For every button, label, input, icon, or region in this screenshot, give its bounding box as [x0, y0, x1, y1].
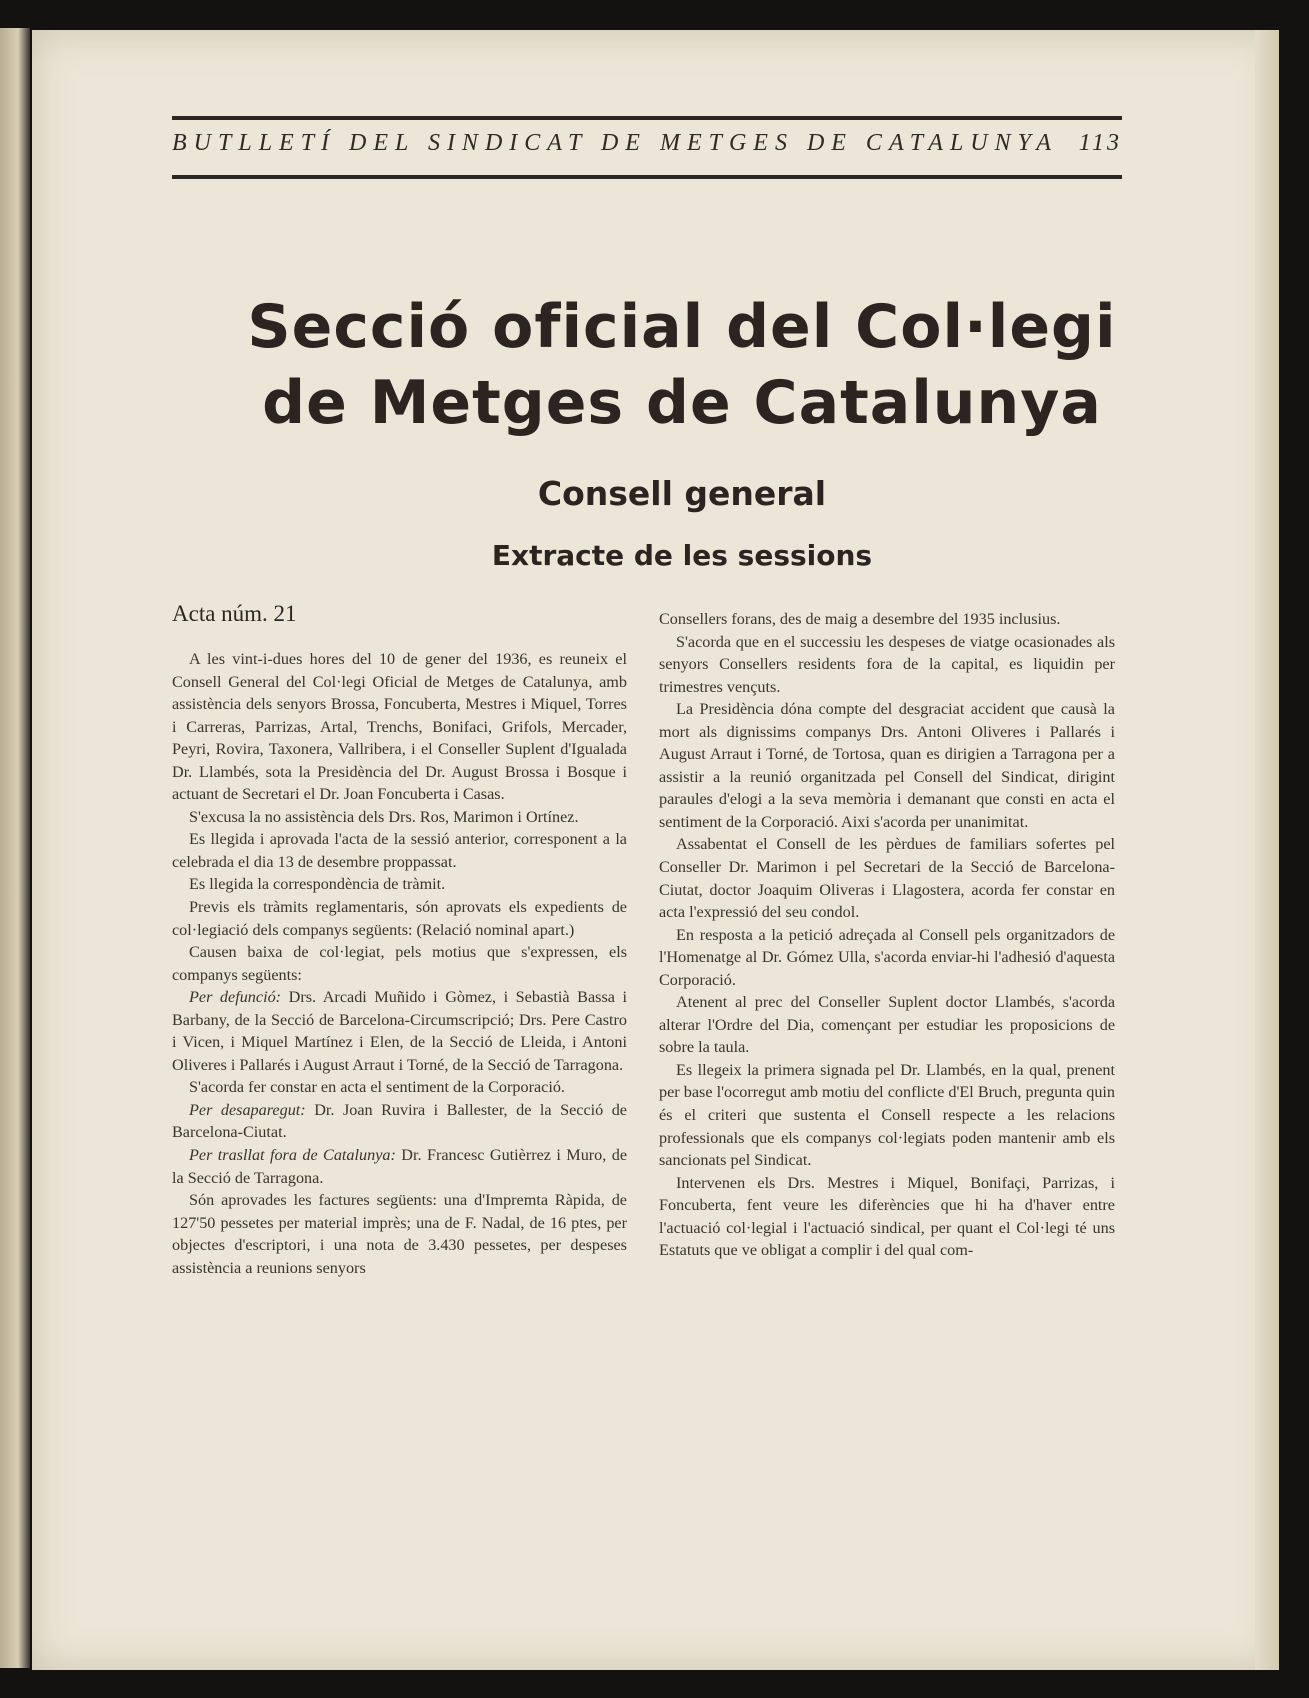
defuncio-label: Per defunció: [189, 988, 282, 1007]
paragraph: Assabentat el Consell de les pèrdues de familiars sofertes pel Conseller Dr. Marimon i pel Secretari de la Secció de Barcelona-Ciutat, doctor Joaquim Oliveras i Llagostera, acorda fer constar en acta l'expressió del seu condol. [659, 835, 1115, 922]
defuncio-text: Drs. Arcadi Muñido i Gòmez, i Sebastià Bassa i Barbany, de la Secció de Barcelona-Circumscripció; Drs. Pere Castro i Vicen, i Miquel Martínez i Elen, de la Secció de Lleida, i Antoni Oliveres i Pallarés i August Arraut i Torné, de la Secció de Tarragona. [172, 988, 627, 1074]
paragraph: Es llegeix la primera signada pel Dr. Llambés, en la qual, prenent per base l'ocorregut amb motiu del conflicte d'El Bruch, pregunta quin és el criteri que sustenta el Consell respecte a les relacions professionals que els companys col·legiats poden mantenir amb els sancionats pel Sindicat. [659, 1060, 1115, 1170]
paragraph: Previs els tràmits reglamentaris, són aprovats els expedients de col·legiació dels companys següents: (Relació nominal apart.) [172, 898, 627, 939]
paragraph: Són aprovades les factures següents: una d'Impremta Ràpida, de 127'50 pessetes per material imprès; una de F. Nadal, de 16 ptes, per objectes d'escriptori, i una nota de 3.430 pessetes, per despeses assistència a reunions senyors [172, 1191, 627, 1277]
running-header [172, 130, 1122, 157]
page-right-edge [1255, 30, 1279, 1670]
desaparegut-label: Per desaparegut: [189, 1100, 306, 1119]
paragraph: Es llegida i aprovada l'acta de la sessió anterior, corresponent a la celebrada el dia 13 de desembre proppassat. [172, 830, 627, 871]
left-column [172, 600, 627, 1279]
paragraph: Es llegida la correspondència de tràmit. [189, 875, 446, 894]
paragraph-defuncio [172, 986, 627, 1076]
paragraph: Causen baixa de col·legiat, pels motius que s'expressen, els companys següents: [172, 943, 627, 984]
trasllat-label: Per trasllat fora de Catalunya: [189, 1146, 396, 1165]
paragraph: S'excusa la no assistència dels Drs. Ros, Marimon i Ortínez. [189, 807, 579, 826]
paragraph: A les vint-i-dues hores del 10 de gener del 1936, es reuneix el Consell General del Col·legi Oficial de Metges de Catalunya, amb assistència dels senyors Brossa, Foncuberta, Mestres i Miquel, Torres i Carreras, Parrizas, Artal, Trenchs, Bonifaci, Grifols, Mercader, Peyri, Rovira, Taxonera, Vallribera, i el Conseller Suplent d'Igualada Dr. Llambés, sota la Presidència del Dr. August Brossa i Bosque i actuant de Secretari el Dr. Joan Foncuberta i Casas. [172, 650, 627, 804]
main-title-line-1: Secció oficial del Col·legi [247, 292, 1117, 362]
paragraph: Atenent al prec del Conseller Suplent doctor Llambés, s'acorda alterar l'Ordre del Dia, començant per estudiar les proposicions de sobre la taula. [659, 993, 1115, 1057]
paragraph: S'acorda fer constar en acta el sentiment de la Corporació. [189, 1078, 565, 1097]
paragraph: En resposta a la petició adreçada al Consell pels organitzadors de l'Homenatge al Dr. Gómez Ulla, s'acorda enviar-hi l'adhesió d'aquesta Corporació. [659, 925, 1115, 989]
section-subtitle: Consell general [537, 474, 827, 513]
header-rule-bottom [172, 175, 1122, 179]
running-title: BUTLLETÍ DEL SINDICAT DE METGES DE CATALUNYA [172, 130, 1058, 156]
paragraph: Intervenen els Drs. Mestres i Miquel, Bonifaçi, Parrizas, i Foncuberta, fent veure les diferències que hi ha d'haver entre l'actuació col·legial i l'actuació sindical, per quant el Col·legi té uns Estatuts que ve obligat a complir i del qual com- [659, 1173, 1115, 1260]
page [32, 30, 1279, 1670]
acta-heading: Acta núm. 21 [172, 601, 297, 626]
header-rule-top [172, 116, 1122, 120]
paragraph-trasllat [172, 1144, 627, 1189]
section-subsubtitle: Extracte de les sessions [491, 539, 873, 572]
desaparegut-text: Dr. Joan Ruvira i Ballester, de la Secció de Barcelona-Ciutat. [172, 1100, 627, 1142]
paragraph: S'acorda que en el successiu les despeses de viatge ocasionades als senyors Consellers residents fora de la capital, es liquidin per trimestres vençuts. [659, 632, 1115, 696]
paragraph: La Presidència dóna compte del desgraciat accident que causà la mort als dignissims companys Drs. Antoni Oliveres i Pallarés i August Arraut i Torné, de Tortosa, quan es dirigien a Tarragona per a assistir a la reunió organitzada pel Consell del Sindicat, dirigint paraules d'elogi a la seva memòria i demanant que consti en acta el sentiment de la Corporació. Aixi s'acorda per unanimitat. [659, 700, 1115, 831]
paragraph-continuation: Consellers forans, des de maig a desembre del 1935 inclusius. [659, 610, 1061, 628]
right-column [659, 608, 1115, 1262]
main-title-line-2: de Metges de Catalunya [262, 368, 1102, 438]
paragraph-desaparegut [172, 1099, 627, 1144]
page-number: 113 [1078, 130, 1122, 156]
previous-page-edge [0, 28, 30, 1668]
trasllat-text: Dr. Francesc Gutièrrez i Muro, de la Secció de Tarragona. [172, 1146, 628, 1187]
